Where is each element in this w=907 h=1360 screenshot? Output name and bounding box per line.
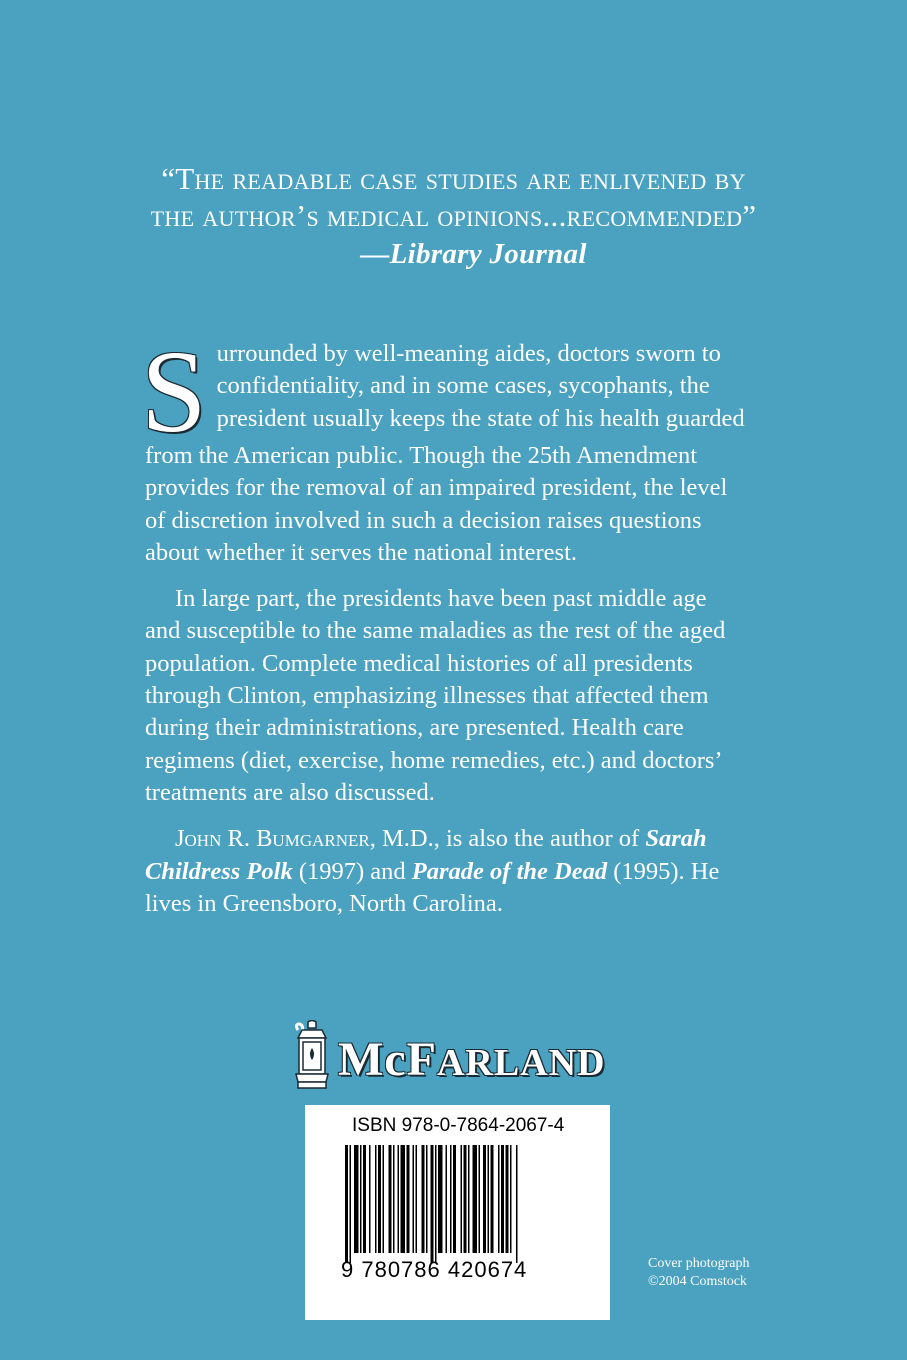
barcode-bar	[416, 1145, 418, 1253]
barcode-bar	[506, 1145, 509, 1253]
quote-line-1: “The readable case studies are enlivened by	[161, 161, 746, 196]
barcode-bar	[389, 1145, 392, 1253]
book-title-1b: Childress Polk	[145, 857, 293, 885]
barcode-bar	[516, 1145, 518, 1263]
bio-text: (1995). He	[607, 857, 720, 885]
barcode-bar	[488, 1145, 490, 1253]
text-line: president usually keeps the state of his health guarded	[216, 404, 745, 432]
barcode-bar	[464, 1145, 467, 1253]
barcode-bar	[383, 1145, 385, 1253]
barcode-bar	[498, 1145, 500, 1253]
quote-line-2: the author’s medical opinions...recommended”	[150, 198, 757, 233]
text-line: regimens (diet, exercise, home remedies, etc.) and doctors’	[145, 746, 723, 774]
barcode-bar	[468, 1145, 470, 1253]
barcode-bar	[491, 1145, 494, 1253]
barcode-bar	[363, 1145, 366, 1253]
text-line	[145, 856, 825, 888]
barcode-bar	[350, 1145, 352, 1263]
text-line: about whether it serves the national interest.	[145, 538, 578, 566]
text-line: during their administrations, are presented. Health care	[145, 714, 684, 742]
publisher-name	[338, 1030, 606, 1093]
barcode-bar	[422, 1145, 425, 1253]
author-bio	[145, 823, 825, 920]
text-line: treatments are also discussed.	[145, 778, 435, 806]
book-title-1a: Sarah	[645, 825, 707, 853]
barcode-bar	[426, 1145, 428, 1253]
photo-credit	[648, 1255, 749, 1291]
drop-cap: S	[141, 326, 207, 457]
text-line: through Clinton, emphasizing illnesses that affected them	[145, 682, 709, 710]
barcode-bar	[378, 1145, 381, 1253]
credit-line-1: Cover photograph	[648, 1256, 750, 1271]
review-quote	[0, 160, 907, 273]
author-name: John R. Bumgarner	[175, 825, 370, 853]
barcode-bar	[413, 1145, 415, 1253]
credit-line-2: ©2004 Comstock	[648, 1274, 747, 1289]
isbn-label: ISBN 978-0-7864-2067-4	[352, 1115, 565, 1136]
publisher-name-f: F	[406, 1033, 437, 1086]
barcode-bar	[431, 1145, 434, 1263]
barcode-bar	[450, 1145, 452, 1253]
barcode-icon	[345, 1145, 570, 1263]
barcode-bar	[461, 1145, 463, 1253]
quote-source: —Library Journal	[360, 238, 587, 270]
publisher-name-rest: ARLAND	[436, 1042, 606, 1084]
barcode-bar	[501, 1145, 504, 1253]
barcode-bar	[473, 1145, 478, 1253]
lantern-icon	[290, 1020, 334, 1092]
barcode-bar	[369, 1145, 371, 1253]
text-line: lives in Greensboro, North Carolina.	[145, 889, 503, 917]
book-description	[141, 326, 825, 920]
barcode-bar	[407, 1145, 410, 1253]
text-line	[145, 823, 825, 855]
barcode-digits: 9 780786 420674	[341, 1257, 528, 1282]
barcode-bar	[398, 1145, 400, 1253]
text-line: In large part, the presidents have been past middle age	[175, 585, 707, 613]
barcode-bar	[375, 1145, 377, 1253]
text-line: provides for the removal of an impaired president, the level	[145, 474, 728, 502]
text-line: of discretion involved in such a decision raises questions	[145, 506, 702, 534]
barcode-bar	[510, 1145, 512, 1253]
publisher-name-mc: Mc	[338, 1033, 407, 1086]
barcode-bar	[435, 1145, 437, 1263]
barcode-bar	[393, 1145, 395, 1253]
bio-text: , M.D., is also the author of	[369, 825, 646, 853]
barcode-bar	[438, 1145, 443, 1253]
barcode-bar	[401, 1145, 406, 1253]
barcode-bar	[446, 1145, 448, 1253]
barcode-bar	[479, 1145, 481, 1253]
text-line: population. Complete medical histories of all presidents	[145, 649, 693, 677]
bio-text: (1997) and	[292, 857, 412, 885]
barcode-bar	[360, 1145, 362, 1253]
text-line: urrounded by well-meaning aides, doctors sworn to	[216, 340, 721, 367]
barcode-bar	[354, 1145, 359, 1253]
publisher-logo	[290, 1020, 650, 1090]
barcode-panel	[305, 1105, 610, 1320]
text-line: confidentiality, and in some cases, sycophants, the	[216, 372, 710, 400]
text-line: from the American public. Though the 25th Amendment	[145, 442, 698, 469]
description-paragraph-1	[141, 326, 825, 569]
description-paragraph-2	[145, 583, 825, 809]
barcode-bar	[483, 1145, 486, 1253]
text-line: and susceptible to the same maladies as the rest of the aged	[145, 617, 726, 645]
barcode-bar	[345, 1145, 348, 1263]
book-title-2: Parade of the Dead	[411, 857, 608, 885]
barcode-bar	[453, 1145, 456, 1253]
